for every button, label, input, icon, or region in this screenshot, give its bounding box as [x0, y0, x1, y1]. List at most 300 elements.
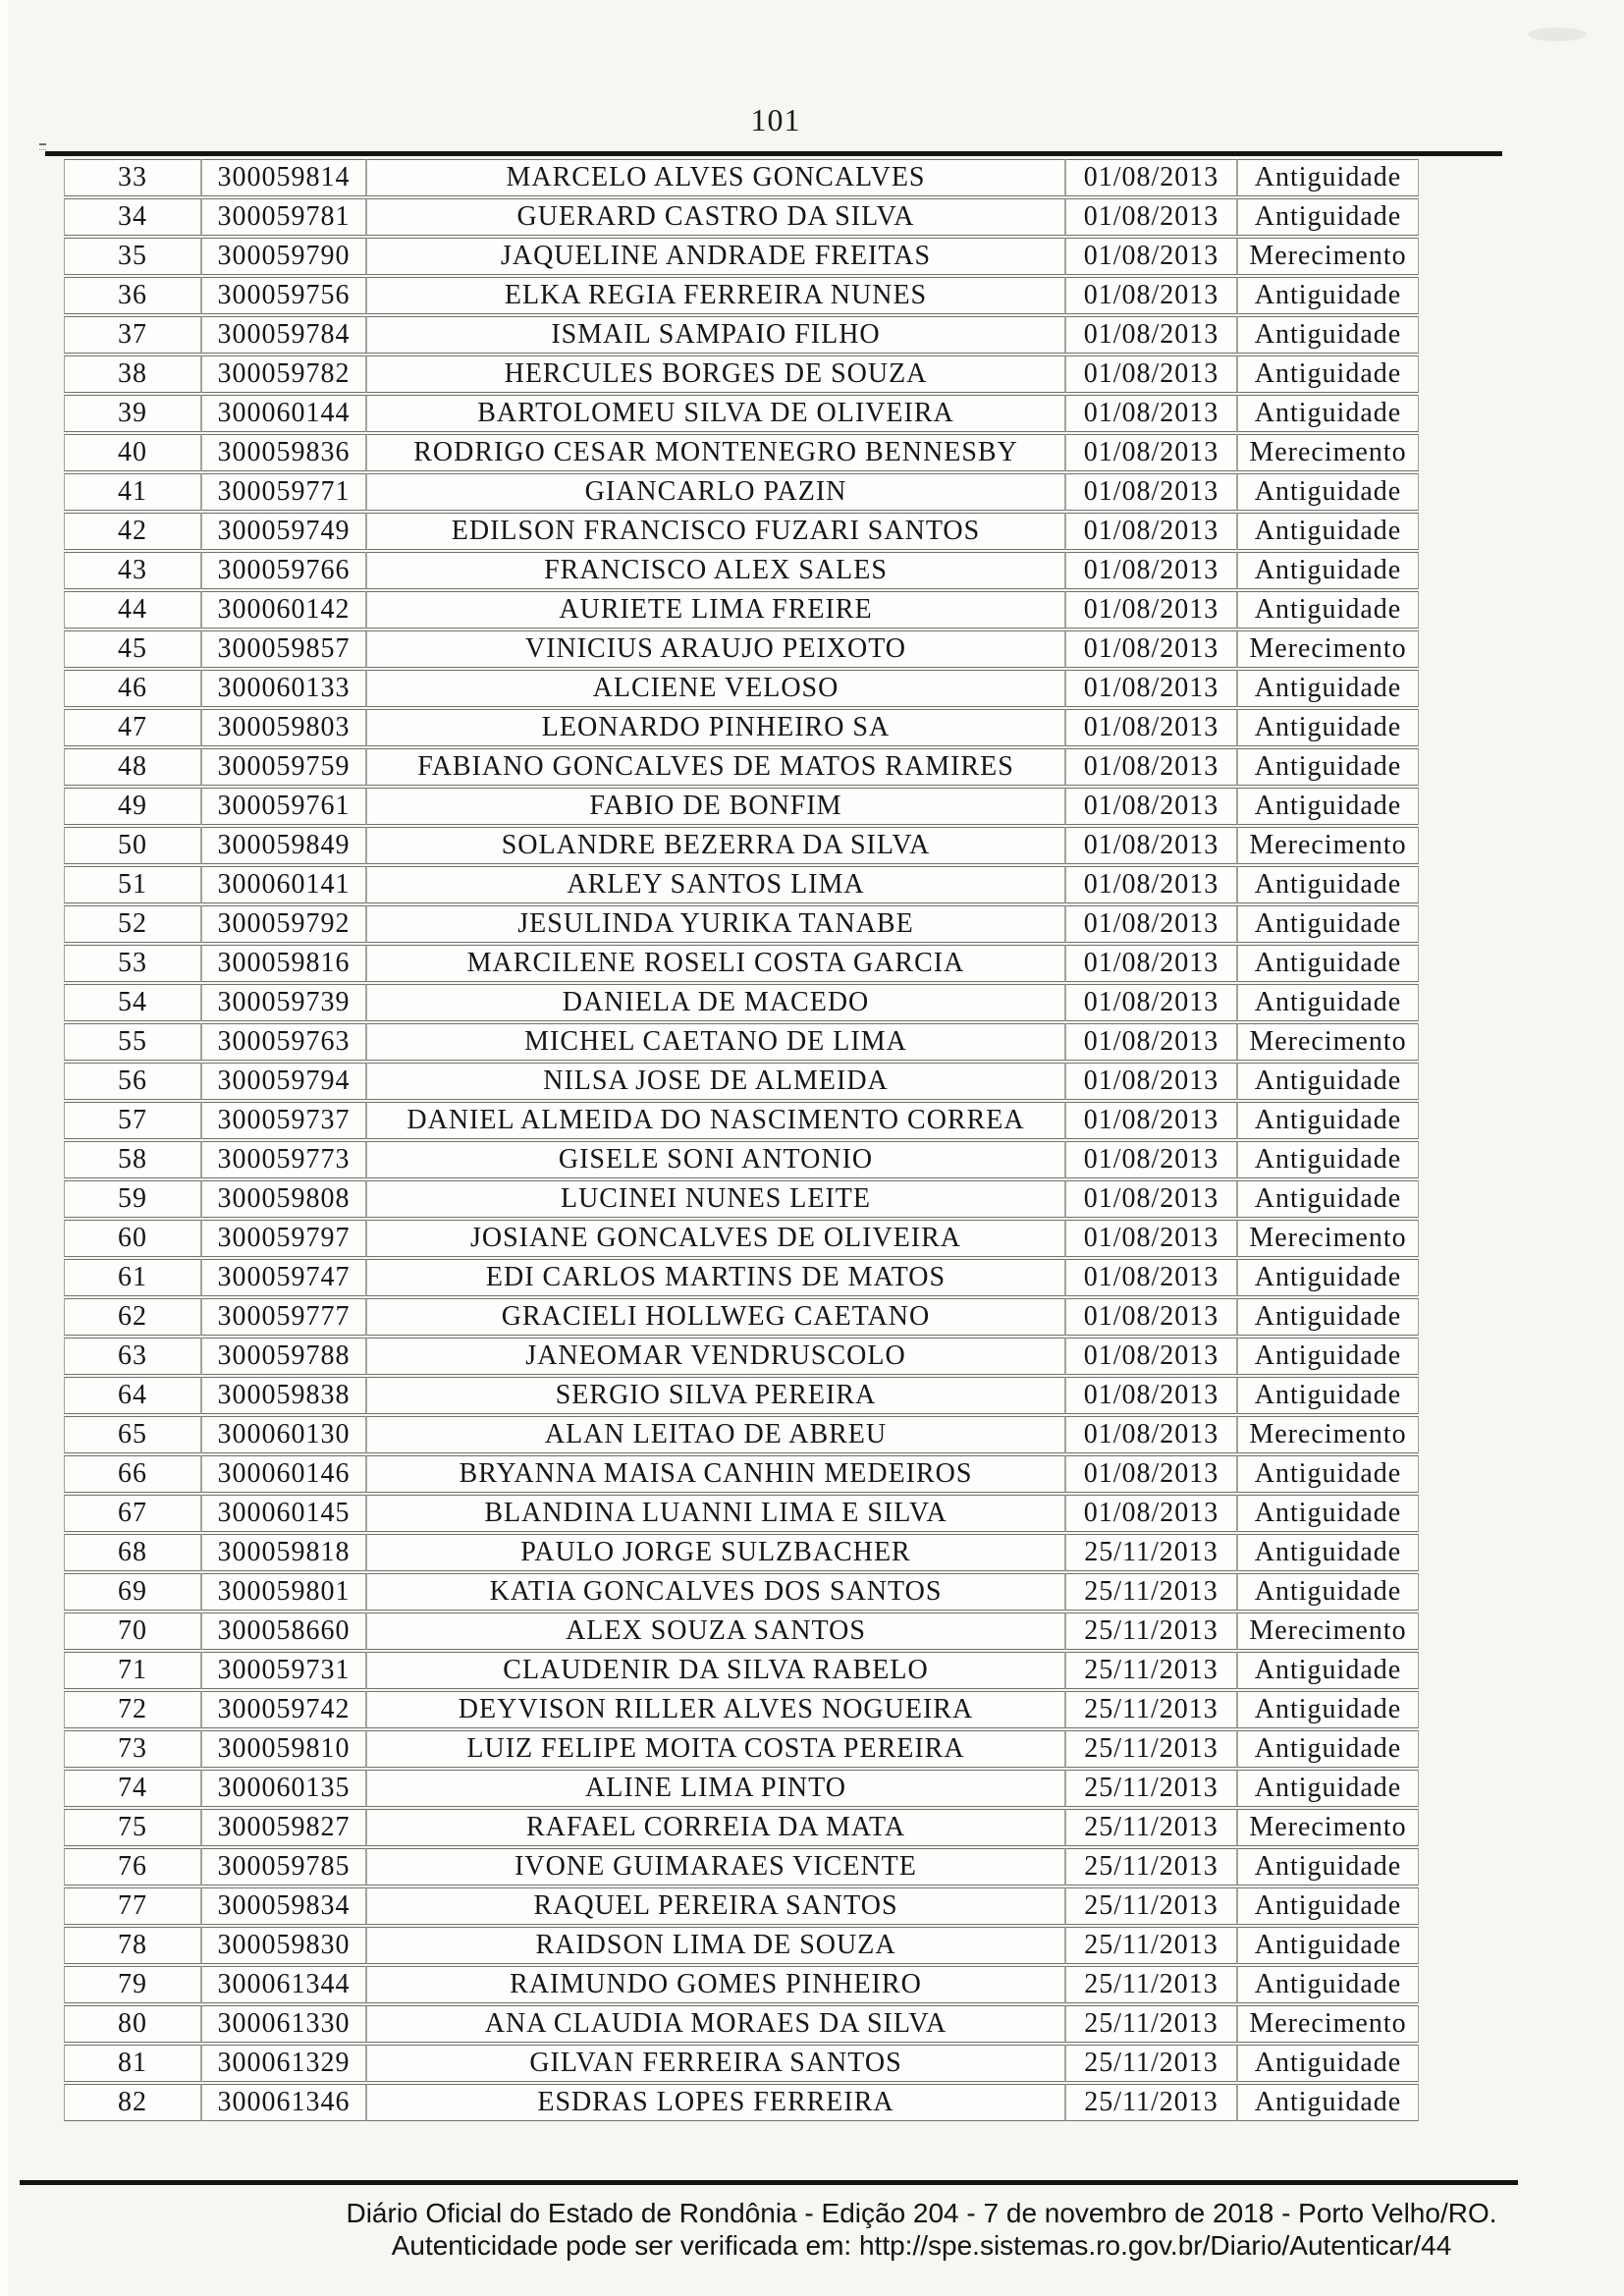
- cell-matricula: 300059756: [201, 277, 366, 314]
- cell-name: AURIETE LIMA FREIRE: [366, 591, 1065, 629]
- cell-name: GIANCARLO PAZIN: [366, 473, 1065, 511]
- cell-date: 01/08/2013: [1065, 1377, 1237, 1414]
- cell-criterio: Antiguidade: [1237, 1652, 1419, 1689]
- cell-matricula: 300060135: [201, 1770, 366, 1807]
- cell-matricula: 300059830: [201, 1927, 366, 1964]
- cell-position: 45: [64, 630, 201, 668]
- cell-criterio: Antiguidade: [1237, 1534, 1419, 1571]
- cell-date: 25/11/2013: [1065, 1770, 1237, 1807]
- cell-matricula: 300059773: [201, 1141, 366, 1178]
- cell-name: EDILSON FRANCISCO FUZARI SANTOS: [366, 513, 1065, 550]
- footer-rule: [20, 2180, 1518, 2185]
- cell-matricula: 300059794: [201, 1063, 366, 1100]
- cell-criterio: Antiguidade: [1237, 1573, 1419, 1611]
- cell-position: 52: [64, 905, 201, 943]
- cell-matricula: 300059782: [201, 355, 366, 393]
- cell-position: 76: [64, 1848, 201, 1886]
- cell-date: 25/11/2013: [1065, 2045, 1237, 2082]
- cell-matricula: 300059766: [201, 552, 366, 589]
- cell-position: 51: [64, 866, 201, 903]
- cell-name: PAULO JORGE SULZBACHER: [366, 1534, 1065, 1571]
- cell-criterio: Antiguidade: [1237, 552, 1419, 589]
- table-row: [64, 1102, 1419, 1139]
- cell-date: 01/08/2013: [1065, 434, 1237, 471]
- cell-criterio: Antiguidade: [1237, 709, 1419, 746]
- cell-name: LUCINEI NUNES LEITE: [366, 1180, 1065, 1218]
- cell-name: BARTOLOMEU SILVA DE OLIVEIRA: [366, 395, 1065, 432]
- cell-matricula: 300059777: [201, 1298, 366, 1336]
- cell-name: JESULINDA YURIKA TANABE: [366, 905, 1065, 943]
- cell-position: 33: [64, 159, 201, 196]
- cell-position: 66: [64, 1455, 201, 1493]
- cell-position: 58: [64, 1141, 201, 1178]
- cell-position: 67: [64, 1495, 201, 1532]
- cell-position: 34: [64, 198, 201, 236]
- cell-date: 25/11/2013: [1065, 1927, 1237, 1964]
- table-row: [64, 552, 1419, 589]
- footer-line-edition: Diário Oficial do Estado de Rondônia - Edição 204 - 7 de novembro de 2018 - Porto Velho/RO.: [346, 2198, 1497, 2228]
- cell-date: 01/08/2013: [1065, 513, 1237, 550]
- cell-matricula: 300059827: [201, 1809, 366, 1846]
- cell-date: 25/11/2013: [1065, 1573, 1237, 1611]
- cell-matricula: 300061346: [201, 2084, 366, 2121]
- cell-matricula: 300059788: [201, 1338, 366, 1375]
- cell-date: 25/11/2013: [1065, 1652, 1237, 1689]
- cell-criterio: Antiguidade: [1237, 2084, 1419, 2121]
- cell-matricula: 300060141: [201, 866, 366, 903]
- cell-criterio: Merecimento: [1237, 1613, 1419, 1650]
- cell-position: 37: [64, 316, 201, 354]
- cell-name: JAQUELINE ANDRADE FREITAS: [366, 238, 1065, 275]
- top-rule: [45, 151, 1502, 156]
- cell-name: ALAN LEITAO DE ABREU: [366, 1416, 1065, 1453]
- cell-name: GILVAN FERREIRA SANTOS: [366, 2045, 1065, 2082]
- cell-matricula: 300059857: [201, 630, 366, 668]
- cell-criterio: Merecimento: [1237, 434, 1419, 471]
- cell-position: 81: [64, 2045, 201, 2082]
- cell-matricula: 300059742: [201, 1691, 366, 1728]
- table-row: [64, 2045, 1419, 2082]
- cell-date: 01/08/2013: [1065, 198, 1237, 236]
- cell-name: DEYVISON RILLER ALVES NOGUEIRA: [366, 1691, 1065, 1728]
- cell-name: SOLANDRE BEZERRA DA SILVA: [366, 827, 1065, 864]
- cell-matricula: 300059818: [201, 1534, 366, 1571]
- table-row: [64, 1023, 1419, 1061]
- table-row: [64, 1416, 1419, 1453]
- table-row: [64, 355, 1419, 393]
- cell-matricula: 300061344: [201, 1966, 366, 2003]
- cell-criterio: Antiguidade: [1237, 748, 1419, 786]
- cell-position: 48: [64, 748, 201, 786]
- cell-matricula: 300059781: [201, 198, 366, 236]
- cell-position: 47: [64, 709, 201, 746]
- cell-name: DANIELA DE MACEDO: [366, 984, 1065, 1021]
- cell-criterio: Antiguidade: [1237, 1927, 1419, 1964]
- cell-matricula: 300059761: [201, 788, 366, 825]
- cell-date: 25/11/2013: [1065, 1809, 1237, 1846]
- cell-name: LEONARDO PINHEIRO SA: [366, 709, 1065, 746]
- cell-matricula: 300061329: [201, 2045, 366, 2082]
- cell-name: HERCULES BORGES DE SOUZA: [366, 355, 1065, 393]
- cell-date: 01/08/2013: [1065, 1220, 1237, 1257]
- table-row: [64, 1770, 1419, 1807]
- cell-matricula: 300061330: [201, 2005, 366, 2043]
- cell-matricula: 300060130: [201, 1416, 366, 1453]
- cell-name: GISELE SONI ANTONIO: [366, 1141, 1065, 1178]
- cell-date: 01/08/2013: [1065, 316, 1237, 354]
- cell-name: IVONE GUIMARAES VICENTE: [366, 1848, 1065, 1886]
- cell-matricula: 300059749: [201, 513, 366, 550]
- cell-criterio: Antiguidade: [1237, 2045, 1419, 2082]
- cell-date: 01/08/2013: [1065, 788, 1237, 825]
- cell-criterio: Antiguidade: [1237, 1377, 1419, 1414]
- left-margin-mark: [39, 143, 46, 150]
- table-row: [64, 1141, 1419, 1178]
- cell-name: FABIANO GONCALVES DE MATOS RAMIRES: [366, 748, 1065, 786]
- cell-criterio: Antiguidade: [1237, 670, 1419, 707]
- table-row: [64, 2005, 1419, 2043]
- cell-date: 25/11/2013: [1065, 2005, 1237, 2043]
- cell-name: ALCIENE VELOSO: [366, 670, 1065, 707]
- cell-matricula: 300059763: [201, 1023, 366, 1061]
- cell-name: RAQUEL PEREIRA SANTOS: [366, 1887, 1065, 1925]
- promotion-table-body: [64, 159, 1419, 2121]
- cell-name: MARCILENE ROSELI COSTA GARCIA: [366, 945, 1065, 982]
- cell-name: NILSA JOSE DE ALMEIDA: [366, 1063, 1065, 1100]
- cell-date: 01/08/2013: [1065, 277, 1237, 314]
- cell-position: 59: [64, 1180, 201, 1218]
- cell-name: DANIEL ALMEIDA DO NASCIMENTO CORREA: [366, 1102, 1065, 1139]
- cell-matricula: 300059771: [201, 473, 366, 511]
- cell-position: 35: [64, 238, 201, 275]
- cell-position: 70: [64, 1613, 201, 1650]
- cell-position: 54: [64, 984, 201, 1021]
- cell-criterio: Antiguidade: [1237, 159, 1419, 196]
- cell-matricula: 300059792: [201, 905, 366, 943]
- cell-date: 01/08/2013: [1065, 473, 1237, 511]
- table-row: [64, 945, 1419, 982]
- cell-date: 01/08/2013: [1065, 1455, 1237, 1493]
- cell-date: 25/11/2013: [1065, 1534, 1237, 1571]
- table-row: [64, 866, 1419, 903]
- cell-name: ELKA REGIA FERREIRA NUNES: [366, 277, 1065, 314]
- cell-matricula: 300059759: [201, 748, 366, 786]
- cell-date: 01/08/2013: [1065, 984, 1237, 1021]
- table-row: [64, 1927, 1419, 1964]
- table-row: [64, 630, 1419, 668]
- table-row: [64, 1730, 1419, 1768]
- cell-name: ALINE LIMA PINTO: [366, 1770, 1065, 1807]
- cell-date: 25/11/2013: [1065, 1730, 1237, 1768]
- cell-position: 39: [64, 395, 201, 432]
- cell-matricula: 300060146: [201, 1455, 366, 1493]
- cell-criterio: Antiguidade: [1237, 473, 1419, 511]
- cell-date: 01/08/2013: [1065, 1102, 1237, 1139]
- cell-criterio: Antiguidade: [1237, 788, 1419, 825]
- table-row: [64, 238, 1419, 275]
- cell-matricula: 300059747: [201, 1259, 366, 1296]
- cell-date: 01/08/2013: [1065, 630, 1237, 668]
- promotion-list-table: [64, 157, 1419, 2123]
- cell-position: 65: [64, 1416, 201, 1453]
- cell-criterio: Antiguidade: [1237, 984, 1419, 1021]
- cell-position: 55: [64, 1023, 201, 1061]
- cell-date: 01/08/2013: [1065, 355, 1237, 393]
- cell-criterio: Merecimento: [1237, 2005, 1419, 2043]
- cell-matricula: 300060144: [201, 395, 366, 432]
- cell-criterio: Antiguidade: [1237, 1966, 1419, 2003]
- cell-name: ANA CLAUDIA MORAES DA SILVA: [366, 2005, 1065, 2043]
- cell-matricula: 300059810: [201, 1730, 366, 1768]
- cell-criterio: Antiguidade: [1237, 1298, 1419, 1336]
- cell-date: 01/08/2013: [1065, 552, 1237, 589]
- table-row: [64, 1573, 1419, 1611]
- cell-criterio: Antiguidade: [1237, 1455, 1419, 1493]
- table-row: [64, 1180, 1419, 1218]
- table-row: [64, 1652, 1419, 1689]
- scan-smudge-artifact: [1528, 27, 1587, 41]
- table-row: [64, 1455, 1419, 1493]
- cell-position: 73: [64, 1730, 201, 1768]
- cell-criterio: Antiguidade: [1237, 277, 1419, 314]
- cell-date: 01/08/2013: [1065, 238, 1237, 275]
- cell-name: ISMAIL SAMPAIO FILHO: [366, 316, 1065, 354]
- cell-criterio: Antiguidade: [1237, 1141, 1419, 1178]
- cell-criterio: Merecimento: [1237, 827, 1419, 864]
- cell-position: 60: [64, 1220, 201, 1257]
- cell-criterio: Antiguidade: [1237, 591, 1419, 629]
- cell-date: 01/08/2013: [1065, 1298, 1237, 1336]
- table-row: [64, 1377, 1419, 1414]
- cell-date: 25/11/2013: [1065, 1613, 1237, 1650]
- cell-date: 01/08/2013: [1065, 159, 1237, 196]
- cell-matricula: 300059797: [201, 1220, 366, 1257]
- cell-date: 25/11/2013: [1065, 1966, 1237, 2003]
- cell-criterio: Antiguidade: [1237, 1259, 1419, 1296]
- table-row: [64, 670, 1419, 707]
- cell-date: 01/08/2013: [1065, 1338, 1237, 1375]
- cell-date: 01/08/2013: [1065, 1180, 1237, 1218]
- cell-position: 68: [64, 1534, 201, 1571]
- cell-matricula: 300059785: [201, 1848, 366, 1886]
- cell-date: 25/11/2013: [1065, 1848, 1237, 1886]
- cell-position: 62: [64, 1298, 201, 1336]
- cell-date: 01/08/2013: [1065, 670, 1237, 707]
- cell-criterio: Antiguidade: [1237, 1180, 1419, 1218]
- table-row: [64, 827, 1419, 864]
- table-row: [64, 709, 1419, 746]
- cell-position: 40: [64, 434, 201, 471]
- cell-criterio: Antiguidade: [1237, 866, 1419, 903]
- cell-matricula: 300060142: [201, 591, 366, 629]
- cell-position: 36: [64, 277, 201, 314]
- table-row: [64, 513, 1419, 550]
- cell-position: 49: [64, 788, 201, 825]
- cell-date: 01/08/2013: [1065, 866, 1237, 903]
- cell-criterio: Antiguidade: [1237, 905, 1419, 943]
- cell-date: 01/08/2013: [1065, 1141, 1237, 1178]
- cell-date: 25/11/2013: [1065, 1887, 1237, 1925]
- cell-position: 74: [64, 1770, 201, 1807]
- cell-position: 79: [64, 1966, 201, 2003]
- cell-date: 01/08/2013: [1065, 1063, 1237, 1100]
- cell-date: 25/11/2013: [1065, 1691, 1237, 1728]
- cell-criterio: Antiguidade: [1237, 1730, 1419, 1768]
- cell-name: RODRIGO CESAR MONTENEGRO BENNESBY: [366, 434, 1065, 471]
- cell-matricula: 300059737: [201, 1102, 366, 1139]
- cell-name: JANEOMAR VENDRUSCOLO: [366, 1338, 1065, 1375]
- cell-position: 71: [64, 1652, 201, 1689]
- cell-criterio: Antiguidade: [1237, 1887, 1419, 1925]
- cell-date: 01/08/2013: [1065, 1416, 1237, 1453]
- cell-criterio: Antiguidade: [1237, 1338, 1419, 1375]
- table-row: [64, 277, 1419, 314]
- cell-name: MICHEL CAETANO DE LIMA: [366, 1023, 1065, 1061]
- cell-matricula: 300059849: [201, 827, 366, 864]
- cell-criterio: Antiguidade: [1237, 1063, 1419, 1100]
- cell-name: EDI CARLOS MARTINS DE MATOS: [366, 1259, 1065, 1296]
- cell-matricula: 300059801: [201, 1573, 366, 1611]
- cell-criterio: Antiguidade: [1237, 316, 1419, 354]
- cell-criterio: Antiguidade: [1237, 395, 1419, 432]
- cell-position: 82: [64, 2084, 201, 2121]
- cell-position: 75: [64, 1809, 201, 1846]
- table-row: [64, 395, 1419, 432]
- page-number: 101: [750, 102, 801, 137]
- table-row: [64, 1887, 1419, 1925]
- cell-criterio: Merecimento: [1237, 1023, 1419, 1061]
- table-row: [64, 1259, 1419, 1296]
- cell-position: 72: [64, 1691, 201, 1728]
- cell-matricula: 300059838: [201, 1377, 366, 1414]
- table-row: [64, 1966, 1419, 2003]
- cell-date: 01/08/2013: [1065, 591, 1237, 629]
- cell-criterio: Antiguidade: [1237, 355, 1419, 393]
- table-row: [64, 159, 1419, 196]
- table-row: [64, 984, 1419, 1021]
- cell-name: RAIDSON LIMA DE SOUZA: [366, 1927, 1065, 1964]
- table-row: [64, 473, 1419, 511]
- table-row: [64, 1338, 1419, 1375]
- cell-criterio: Merecimento: [1237, 238, 1419, 275]
- cell-name: KATIA GONCALVES DOS SANTOS: [366, 1573, 1065, 1611]
- cell-criterio: Merecimento: [1237, 1220, 1419, 1257]
- cell-criterio: Antiguidade: [1237, 1691, 1419, 1728]
- cell-name: ALEX SOUZA SANTOS: [366, 1613, 1065, 1650]
- table-row: [64, 1495, 1419, 1532]
- cell-date: 01/08/2013: [1065, 748, 1237, 786]
- table-row: [64, 434, 1419, 471]
- cell-position: 42: [64, 513, 201, 550]
- cell-position: 43: [64, 552, 201, 589]
- cell-position: 50: [64, 827, 201, 864]
- cell-position: 63: [64, 1338, 201, 1375]
- cell-criterio: Merecimento: [1237, 1809, 1419, 1846]
- cell-date: 01/08/2013: [1065, 827, 1237, 864]
- cell-name: FRANCISCO ALEX SALES: [366, 552, 1065, 589]
- cell-matricula: 300059836: [201, 434, 366, 471]
- cell-date: 01/08/2013: [1065, 1259, 1237, 1296]
- table-row: [64, 591, 1419, 629]
- cell-matricula: 300059834: [201, 1887, 366, 1925]
- cell-name: MARCELO ALVES GONCALVES: [366, 159, 1065, 196]
- cell-matricula: 300059803: [201, 709, 366, 746]
- cell-criterio: Antiguidade: [1237, 1495, 1419, 1532]
- cell-matricula: 300059731: [201, 1652, 366, 1689]
- cell-position: 69: [64, 1573, 201, 1611]
- cell-date: 25/11/2013: [1065, 2084, 1237, 2121]
- cell-position: 64: [64, 1377, 201, 1414]
- cell-criterio: Merecimento: [1237, 1416, 1419, 1453]
- cell-name: ARLEY SANTOS LIMA: [366, 866, 1065, 903]
- table-row: [64, 748, 1419, 786]
- cell-name: GRACIELI HOLLWEG CAETANO: [366, 1298, 1065, 1336]
- cell-position: 57: [64, 1102, 201, 1139]
- cell-matricula: 300060145: [201, 1495, 366, 1532]
- cell-name: CLAUDENIR DA SILVA RABELO: [366, 1652, 1065, 1689]
- cell-criterio: Merecimento: [1237, 630, 1419, 668]
- cell-position: 41: [64, 473, 201, 511]
- cell-criterio: Antiguidade: [1237, 1770, 1419, 1807]
- cell-date: 01/08/2013: [1065, 709, 1237, 746]
- table-row: [64, 1809, 1419, 1846]
- cell-position: 53: [64, 945, 201, 982]
- cell-date: 01/08/2013: [1065, 1495, 1237, 1532]
- cell-position: 46: [64, 670, 201, 707]
- cell-matricula: 300059739: [201, 984, 366, 1021]
- table-row: [64, 1534, 1419, 1571]
- cell-criterio: Antiguidade: [1237, 1848, 1419, 1886]
- cell-name: JOSIANE GONCALVES DE OLIVEIRA: [366, 1220, 1065, 1257]
- cell-position: 61: [64, 1259, 201, 1296]
- cell-matricula: 300059816: [201, 945, 366, 982]
- cell-name: RAIMUNDO GOMES PINHEIRO: [366, 1966, 1065, 2003]
- cell-position: 80: [64, 2005, 201, 2043]
- cell-matricula: 300059808: [201, 1180, 366, 1218]
- cell-matricula: 300059784: [201, 316, 366, 354]
- table-row: [64, 2084, 1419, 2121]
- cell-date: 01/08/2013: [1065, 945, 1237, 982]
- cell-criterio: Antiguidade: [1237, 1102, 1419, 1139]
- table-row: [64, 788, 1419, 825]
- table-row: [64, 316, 1419, 354]
- table-row: [64, 1298, 1419, 1336]
- cell-position: 44: [64, 591, 201, 629]
- cell-name: GUERARD CASTRO DA SILVA: [366, 198, 1065, 236]
- table-row: [64, 1220, 1419, 1257]
- cell-criterio: Antiguidade: [1237, 945, 1419, 982]
- table-row: [64, 1613, 1419, 1650]
- cell-name: VINICIUS ARAUJO PEIXOTO: [366, 630, 1065, 668]
- cell-name: LUIZ FELIPE MOITA COSTA PEREIRA: [366, 1730, 1065, 1768]
- cell-criterio: Antiguidade: [1237, 513, 1419, 550]
- cell-date: 01/08/2013: [1065, 1023, 1237, 1061]
- cell-name: FABIO DE BONFIM: [366, 788, 1065, 825]
- footer: [226, 2197, 1617, 2262]
- cell-matricula: 300060133: [201, 670, 366, 707]
- cell-name: ESDRAS LOPES FERREIRA: [366, 2084, 1065, 2121]
- cell-matricula: 300059790: [201, 238, 366, 275]
- cell-name: RAFAEL CORREIA DA MATA: [366, 1809, 1065, 1846]
- cell-position: 77: [64, 1887, 201, 1925]
- cell-name: BRYANNA MAISA CANHIN MEDEIROS: [366, 1455, 1065, 1493]
- cell-date: 01/08/2013: [1065, 395, 1237, 432]
- scan-edge-artifact: [0, 0, 8, 2296]
- table-row: [64, 905, 1419, 943]
- table-row: [64, 1063, 1419, 1100]
- table-row: [64, 1848, 1419, 1886]
- cell-name: BLANDINA LUANNI LIMA E SILVA: [366, 1495, 1065, 1532]
